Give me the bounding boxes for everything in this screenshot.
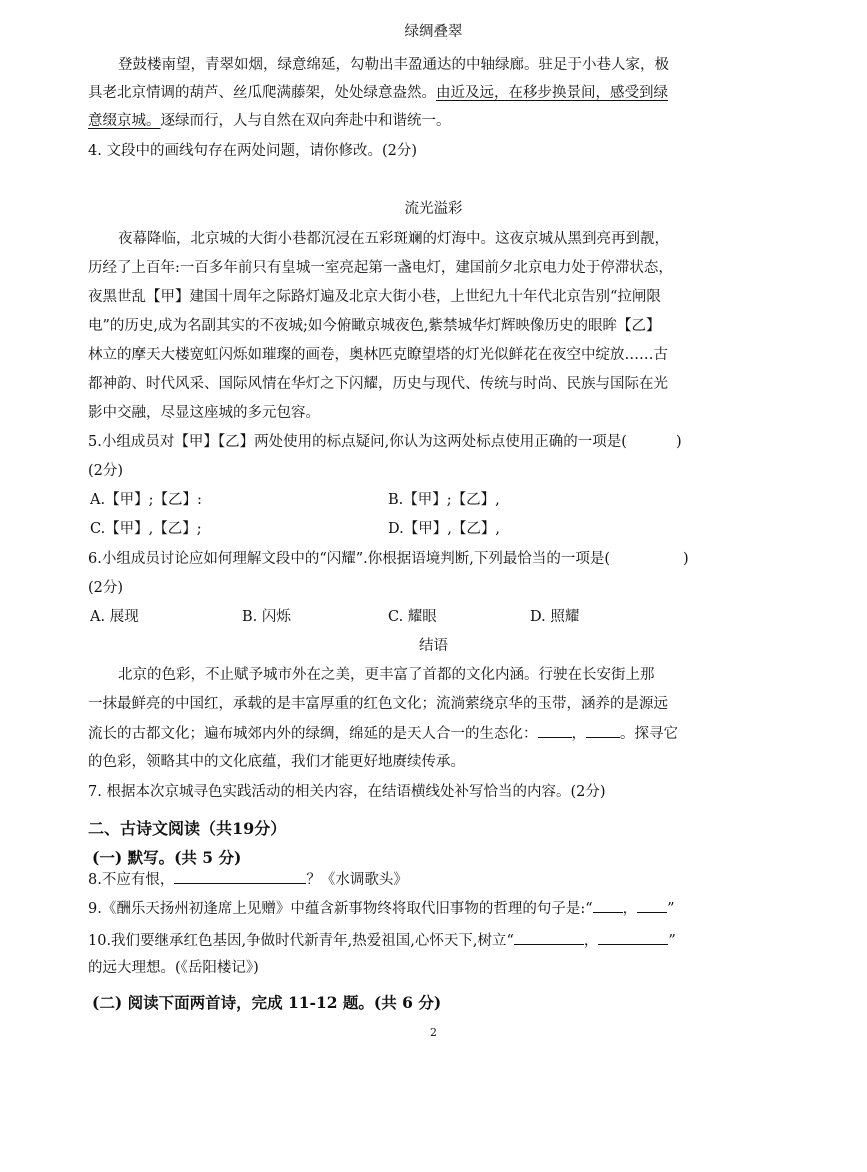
subsection-heading: (二) 阅读下面两首诗，完成 11-12 题。(共 6 分): [92, 993, 442, 1012]
option-b[interactable]: B. 闪烁: [242, 609, 291, 625]
question-10-cont: 的远大理想。(《岳阳楼记》): [88, 960, 259, 976]
question-10: 10.我们要继承红色基因,争做时代新青年,热爱祖国,心怀天下,树立“ ， ”: [88, 930, 676, 951]
option-a[interactable]: A. 展现: [90, 609, 139, 625]
option-a[interactable]: A.【甲】;【乙】:: [90, 492, 202, 508]
question-4: 4. 文段中的画线句存在两处问题，请你修改。(2分): [88, 143, 417, 159]
answer-bracket-close: ): [676, 434, 682, 450]
paragraph-line: 一抹最鲜亮的中国红，承载的是丰富厚重的红色文化；流淌萦绕京华的玉带，涵养的是源远: [88, 696, 668, 712]
page-number: 2: [430, 1026, 437, 1039]
paragraph-line: 都神韵、时代风采、国际风情在华灯之下闪耀，历史与现代、传统与时尚、民族与国际在光: [88, 376, 668, 392]
fill-blank[interactable]: [637, 898, 667, 913]
option-c[interactable]: C.【甲】,【乙】;: [90, 521, 202, 537]
fill-blank[interactable]: [598, 930, 668, 945]
paragraph-line: 夜幕降临，北京城的大街小巷都沉浸在五彩斑斓的灯海中。这夜京城从黑到亮再到靓，: [118, 231, 669, 247]
question-8: 8.不应有恨， ？《水调歌头》: [88, 869, 408, 890]
paragraph-line: 流长的古都文化；遍布城郊内外的绿绸，绵延的是天人合一的生态化： ， 。探寻它: [88, 723, 678, 744]
fill-blank[interactable]: [586, 723, 620, 738]
fill-blank[interactable]: [514, 930, 584, 945]
option-d[interactable]: D.【甲】,【乙】,: [388, 521, 500, 537]
question-5: 5.小组成员对【甲】【乙】两处使用的标点疑问,你认为这两处标点使用正确的一项是(: [88, 434, 627, 450]
question-9: 9.《酬乐天扬州初逢席上见赠》中蕴含新事物终将取代旧事物的哲理的句子是:“ ， ”: [88, 898, 675, 919]
part-heading: 二、古诗文阅读（共19分）: [88, 819, 287, 838]
paragraph-line: 影中交融，尽显这座城的多元包容。: [88, 405, 320, 421]
paragraph-line: 北京的色彩，不止赋予城市外在之美，更丰富了首都的文化内涵。行驶在长安街上那: [118, 667, 655, 683]
section-title-green: 绿绸叠翠: [404, 24, 463, 40]
option-d[interactable]: D. 照耀: [530, 609, 580, 625]
section-title-light: 流光溢彩: [404, 201, 463, 217]
section-title-conclusion: 结语: [419, 638, 448, 654]
paragraph-line: 林立的摩天大楼宽虹闪烁如璀璨的画卷，奥林匹克瞭望塔的灯光似鲜花在夜空中绽放……古: [88, 347, 668, 363]
question-7: 7. 根据本次京城寻色实践活动的相关内容，在结语横线处补写恰当的内容。(2分): [88, 784, 606, 800]
question-score: (2分): [88, 463, 124, 479]
underlined-sentence: 由近及远，在移步换景间，感受到绿: [436, 85, 668, 101]
paragraph-line: 历经了上百年:一百多年前只有皇城一室亮起第一盏电灯，建国前夕北京电力处于停滞状态，: [88, 260, 673, 276]
option-c[interactable]: C. 耀眼: [388, 609, 437, 625]
fill-blank[interactable]: [174, 869, 306, 884]
option-b[interactable]: B.【甲】;【乙】,: [388, 492, 500, 508]
question-score: (2分): [88, 580, 124, 596]
fill-blank[interactable]: [593, 898, 623, 913]
fill-blank[interactable]: [538, 723, 572, 738]
underlined-sentence: 意缀京城。: [88, 113, 161, 129]
answer-bracket-close: ): [683, 551, 689, 567]
paragraph-line: 电”的历史,成为名副其实的不夜城;如今俯瞰京城夜色,紫禁城华灯辉映像历史的眼眸【乙】: [88, 318, 661, 334]
paragraph-line: 具老北京情调的葫芦、丝瓜爬满藤架，处处绿意盎然。由近及远，在移步换景间，感受到绿: [88, 85, 668, 101]
subsection-heading: (一) 默写。(共 5 分): [92, 848, 242, 867]
paragraph-line: 意缀京城。逐绿而行，人与自然在双向奔赴中和谐统一。: [88, 113, 451, 129]
paragraph-line: 登鼓楼南望，青翠如烟，绿意绵延，勾勒出丰盈通达的中轴绿廊。驻足于小巷人家，极: [118, 57, 669, 73]
paragraph-line: 夜黑世乱【甲】建国十周年之际路灯遍及北京大街小巷，上世纪九十年代北京告别“拉闸限: [88, 289, 661, 305]
question-6: 6.小组成员讨论应如何理解文段中的“闪耀”.你根据语境判断,下列最恰当的一项是(: [88, 551, 611, 567]
paragraph-line: 的色彩，领略其中的文化底蕴，我们才能更好地赓续传承。: [88, 754, 465, 770]
